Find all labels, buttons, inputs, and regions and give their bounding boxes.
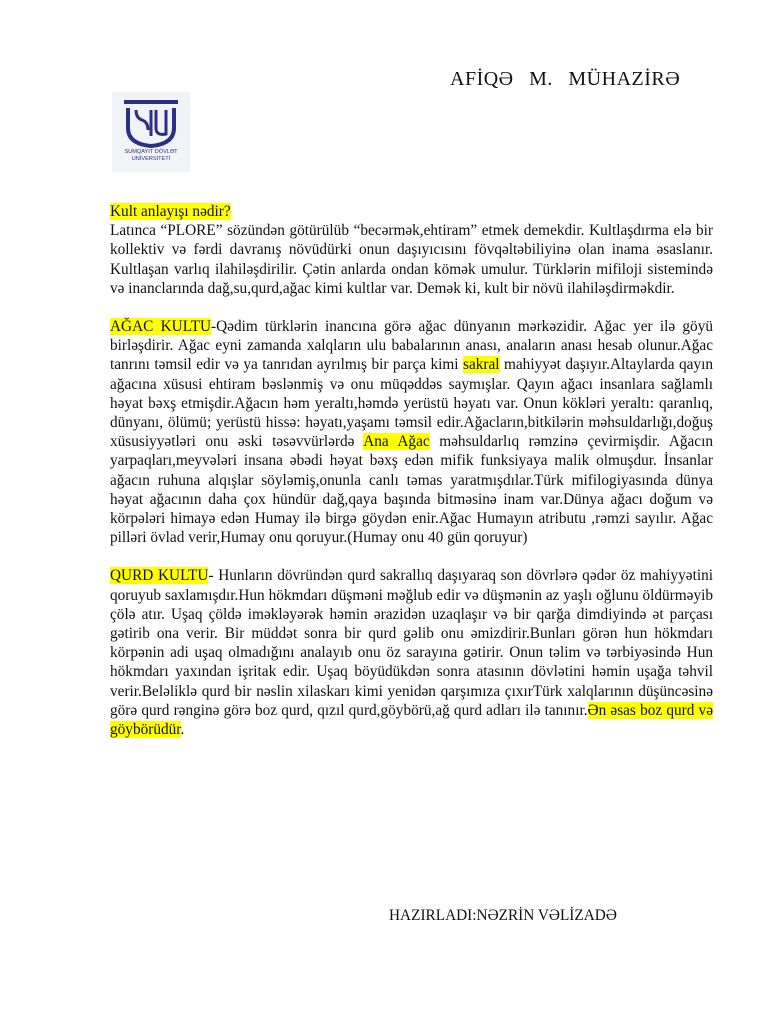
paragraph-gap — [110, 547, 713, 566]
qurd-highlight: Ən əsas boz qurd və göybörüdür — [110, 701, 713, 739]
ana-agac-highlight: Ana Ağac — [363, 433, 430, 451]
qurd-heading: QURD KULTU — [110, 567, 209, 585]
document-body — [110, 202, 713, 739]
agac-text-3: məhsuldarlıq rəmzinə çevirmişdir. Ağacın yarpaqları,meyvələri insana əbədi həyat bəxş edən mifik funksiyaya malik olmuşdur. İnsanlar ağacın ruhuna alqışlar söyləmiş,onunla canlı təmas yaratmışdılar.Türk mifilogiyasında dünya həyat ağacının daha çox hündür dağ,qaya başında bitməsinə inam var.Dünya ağacı doğum və körpələri himayə edən Humay ilə birgə göydən enir.Ağac Humayın atributu ,rəmzi sayılır. Ağac pilləri övlad verir,Humay onu qoruyur.(Humay onu 40 gün qoruyur) — [110, 433, 713, 547]
author-name: AFİQƏ M. MÜHAZİRƏ — [450, 68, 681, 90]
agac-heading: AĞAC KULTU — [110, 318, 212, 336]
agac-text-2: mahiyyət daşıyır.Altaylarda qayın ağacına xüsusi ehtiram bəslənmiş və onu müqəddəs saymışlar. Qayın ağacı insanlara sağlamlı həyat bəxş etmişdir.Ağacın həm yeraltı,həmdə yerüstü həyatı var. Onun kökləri yeraltı: qaranlıq, dünyanı, ölümü; yerüstü hissə: həyatı,yaşamı təmsil edir.Ağacların,bitkilərin məhsuldarlığı,doğuş xüsusiyyətləri onu əski təsəvvürlərdə — [110, 356, 713, 451]
intro-heading: Kult anlayışı nədir? — [110, 203, 231, 220]
intro-paragraph: Latınca “PLORE” sözündən götürülüb “becərmək,ehtiram” etmek demekdir. Kultlaşdırma elə bir kollektiv və fərdi davranış növüdürki onun daşıyıcısını fövqəltəbiliyinə olan inama əsaslanır. Kultlaşan varlıq ilahiləşdirilir. Çətin anlarda ondan kömək umulur. Türklərin mifiloji sistemində və inanclarında dağ,su,qurd,ağac kimi kultlar var. Demək ki, kult bir növü ilahiləşdirməkdir. — [110, 222, 713, 297]
agac-text-1: -Qədim türklərin inancına görə ağac dünyanın mərkəzidir. Ağac yer ilə göyü birləşdirir. Ağac eyni zamanda xalqların ulu babalarının anası, anaların anası hesab olunur.Ağac tanrını təmsil edir və ya tanrıdan ayrılmış bir parça kimi — [110, 318, 713, 374]
intro-heading-line — [110, 202, 713, 221]
paragraph-gap — [110, 298, 713, 317]
qurd-paragraph — [110, 566, 713, 739]
logo-line-2: UNİVERSİTETİ — [131, 156, 171, 162]
agac-paragraph — [110, 317, 713, 547]
sakral-highlight: sakral — [463, 356, 500, 374]
logo-line-1: SUMQAYIT DÖVLƏT — [124, 149, 178, 155]
qurd-text-1: - Hunların dövründən qurd sakrallıq daşıyaraq son dövrlərə qədər öz mahiyyətini qoruyub saxlamışdır.Hun hökmdarı düşməni məğlub edir və düşmənin az yaşlı oğlunu öldürməyib çölə atır. Uşaq çöldə iməkləyərək həmin ərazidən uzaqlaşır və bir qarğa dimdiyində ət parçası gətirib ona verir. Bir müddət sonra bir qurd gəlib onu əmizdirir.Bunları görən hun hökmdarı körpənin adi uşaq olmadığını analayıb onu öz sarayına gətirir. Onun təlim və tərbiyəsində Hun hökmdarı yaxından işritak edir. Uşaq böyüdükdən sonra atasının dövlətini həmin uşağa təhvil verir.Beləliklə qurd bir nəslin xilaskarı kimi yenidən qarşımıza çıxırTürk xalqlarının düşüncəsinə görə qurd rənginə görə boz qurd, qızıl qurd,göybörü,ağ qurd adları ilə tanınır. — [110, 567, 713, 719]
signature: HAZIRLADI:NƏZRİN VƏLİZADƏ — [389, 907, 617, 924]
qurd-end: . — [180, 721, 185, 739]
university-logo — [112, 92, 190, 172]
